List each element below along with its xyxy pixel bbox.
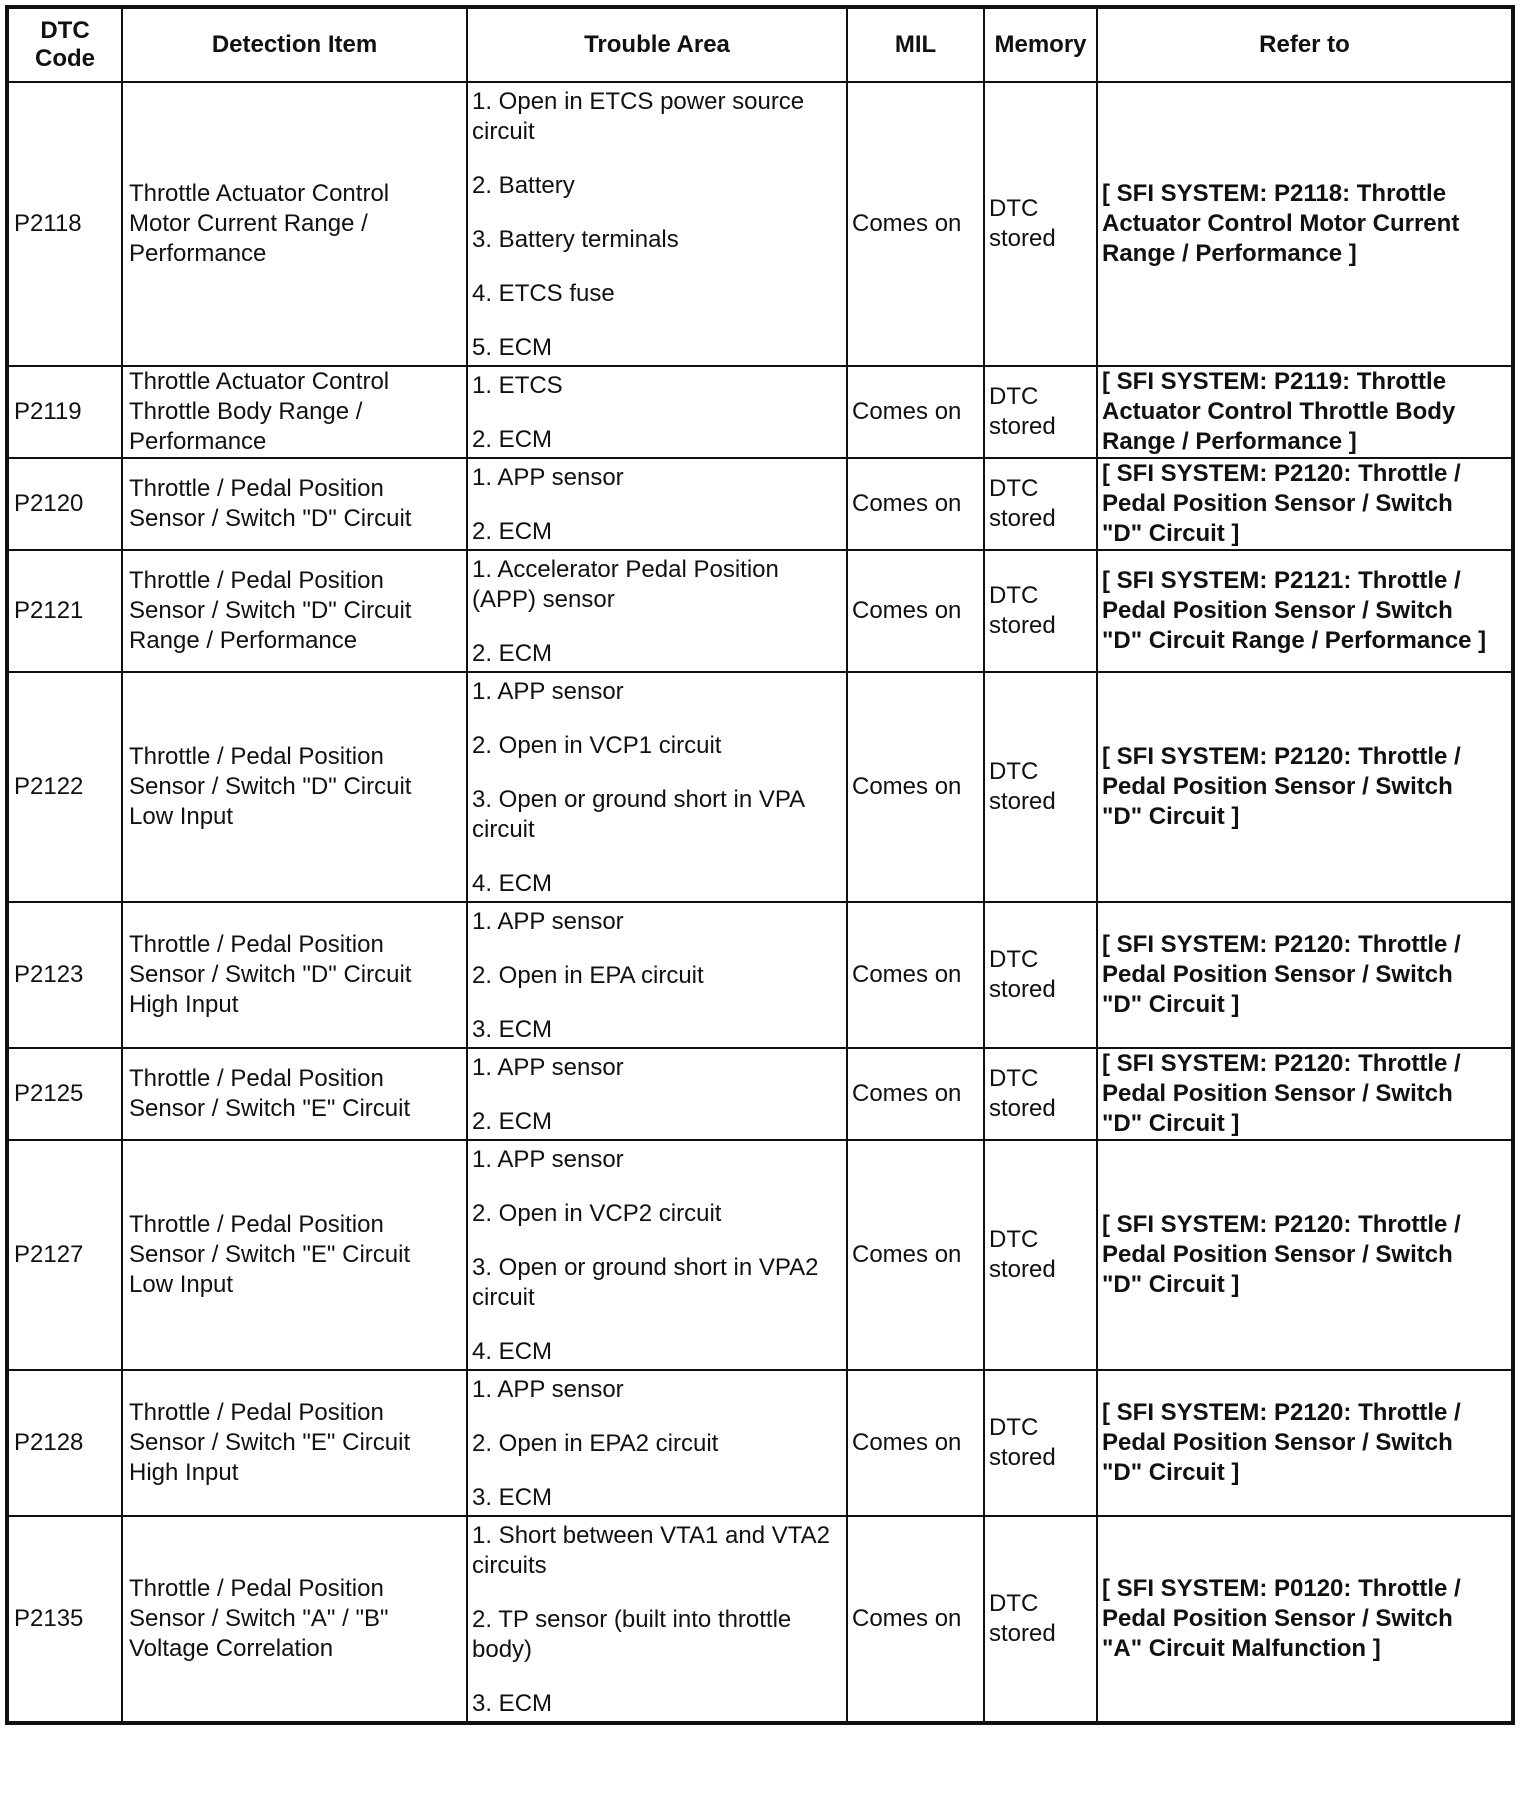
mil-cell: Comes on [847, 550, 984, 672]
memory-line: stored [989, 505, 1056, 532]
refer-to-line: [ SFI SYSTEM: P2121: Throttle / [1102, 567, 1461, 594]
table-row [7, 366, 1513, 458]
trouble-area-item: 1. APP sensor [472, 678, 624, 705]
mil-cell: Comes on [847, 672, 984, 902]
trouble-area-item: 1. APP sensor [472, 908, 624, 935]
header-trouble-area: Trouble Area [467, 7, 847, 82]
trouble-area-item: 2. TP sensor (built into throttle body) [472, 1606, 792, 1663]
memory-line: stored [989, 976, 1056, 1003]
refer-to-link[interactable] [1097, 1516, 1513, 1723]
detection-item-line: Motor Current Range / [129, 210, 368, 237]
memory-line: DTC [989, 195, 1039, 222]
trouble-area-item: 2. Battery [472, 172, 575, 199]
refer-to-line: [ SFI SYSTEM: P0120: Throttle / [1102, 1575, 1461, 1602]
memory-line: DTC [989, 1414, 1039, 1441]
memory-line: stored [989, 225, 1056, 252]
table-row [7, 1516, 1513, 1723]
header-detection-item: Detection Item [122, 7, 467, 82]
memory-line: DTC [989, 383, 1039, 410]
trouble-area-item: 1. Short between VTA1 and VTA2 circuits [472, 1522, 830, 1579]
trouble-area-cell [467, 1048, 847, 1140]
dtc-code-cell: P2127 [7, 1140, 122, 1370]
detection-item-line: Sensor / Switch "A" / "B" [129, 1605, 389, 1632]
trouble-area-item: 5. ECM [472, 334, 553, 361]
detection-item-line: Throttle / Pedal Position [129, 1399, 384, 1426]
mil-cell: Comes on [847, 82, 984, 366]
trouble-area-item: 1. APP sensor [472, 1376, 624, 1403]
dtc-code-cell: P2123 [7, 902, 122, 1048]
trouble-area-list [472, 371, 842, 455]
table-row [7, 902, 1513, 1048]
refer-to-line: [ SFI SYSTEM: P2120: Throttle / [1102, 1399, 1461, 1426]
detection-item-line: Sensor / Switch "D" Circuit [129, 505, 412, 532]
memory-line: DTC [989, 582, 1039, 609]
trouble-area-list [472, 1375, 842, 1513]
refer-to-line: "A" Circuit Malfunction ] [1102, 1635, 1381, 1662]
table-header-row [7, 7, 1513, 82]
header-mil: MIL [847, 7, 984, 82]
detection-item-line: Throttle Actuator Control [129, 180, 390, 207]
refer-to-line: [ SFI SYSTEM: P2120: Throttle / [1102, 743, 1461, 770]
refer-to-line: Pedal Position Sensor / Switch [1102, 773, 1453, 800]
table-row [7, 550, 1513, 672]
table-row [7, 1048, 1513, 1140]
refer-to-line: Pedal Position Sensor / Switch [1102, 1605, 1453, 1632]
mil-cell: Comes on [847, 1370, 984, 1516]
detection-item-line: Throttle / Pedal Position [129, 1211, 384, 1238]
mil-cell: Comes on [847, 1140, 984, 1370]
detection-item-cell [122, 366, 467, 458]
refer-to-line: [ SFI SYSTEM: P2120: Throttle / [1102, 931, 1461, 958]
trouble-area-list [472, 677, 842, 899]
trouble-area-item: 1. APP sensor [472, 1146, 624, 1173]
memory-line: stored [989, 413, 1056, 440]
table-body [7, 82, 1513, 1723]
detection-item-line: Throttle / Pedal Position [129, 743, 384, 770]
trouble-area-item: 3. ECM [472, 1690, 553, 1717]
trouble-area-item: 4. ETCS fuse [472, 280, 615, 307]
trouble-area-list [472, 87, 842, 363]
trouble-area-item: 4. ECM [472, 870, 553, 897]
dtc-code-cell: P2118 [7, 82, 122, 366]
detection-item-line: Range / Performance [129, 627, 358, 654]
refer-to-link[interactable] [1097, 366, 1513, 458]
detection-item-line: Voltage Correlation [129, 1635, 334, 1662]
mil-cell: Comes on [847, 902, 984, 1048]
memory-cell [984, 82, 1097, 366]
detection-item-line: Throttle Actuator Control [129, 368, 390, 395]
detection-item-line: Sensor / Switch "D" Circuit [129, 773, 412, 800]
trouble-area-item: 3. ECM [472, 1016, 553, 1043]
refer-to-link[interactable] [1097, 1370, 1513, 1516]
trouble-area-list [472, 1145, 842, 1367]
mil-cell: Comes on [847, 1516, 984, 1723]
detection-item-line: Sensor / Switch "E" Circuit [129, 1241, 411, 1268]
trouble-area-list [472, 463, 842, 547]
memory-cell [984, 902, 1097, 1048]
trouble-area-list [472, 555, 842, 669]
refer-to-line: Actuator Control Throttle Body [1102, 398, 1456, 425]
trouble-area-cell [467, 366, 847, 458]
detection-item-line: High Input [129, 1459, 239, 1486]
trouble-area-item: 3. Battery terminals [472, 226, 679, 253]
refer-to-line: Pedal Position Sensor / Switch [1102, 1080, 1453, 1107]
memory-cell [984, 1048, 1097, 1140]
detection-item-line: Performance [129, 240, 267, 267]
trouble-area-list [472, 1053, 842, 1137]
dtc-table-container [5, 5, 1511, 1725]
trouble-area-item: 2. Open in EPA circuit [472, 962, 704, 989]
memory-cell [984, 1370, 1097, 1516]
refer-to-line: Pedal Position Sensor / Switch [1102, 961, 1453, 988]
memory-line: DTC [989, 1590, 1039, 1617]
memory-cell [984, 1140, 1097, 1370]
trouble-area-item: 1. Open in ETCS power source circuit [472, 88, 805, 145]
trouble-area-item: 2. Open in VCP1 circuit [472, 732, 722, 759]
trouble-area-item: 3. ECM [472, 1484, 553, 1511]
refer-to-line: [ SFI SYSTEM: P2120: Throttle / [1102, 1211, 1461, 1238]
mil-cell: Comes on [847, 458, 984, 550]
trouble-area-list [472, 907, 842, 1045]
refer-to-line: "D" Circuit ] [1102, 1110, 1240, 1137]
refer-to-link[interactable] [1097, 672, 1513, 902]
memory-line: stored [989, 788, 1056, 815]
detection-item-line: Throttle / Pedal Position [129, 475, 384, 502]
table-row [7, 82, 1513, 366]
detection-item-cell [122, 1048, 467, 1140]
refer-to-link[interactable] [1097, 82, 1513, 366]
trouble-area-item: 2. Open in VCP2 circuit [472, 1200, 722, 1227]
detection-item-line: Low Input [129, 803, 234, 830]
detection-item-cell [122, 82, 467, 366]
trouble-area-cell [467, 1140, 847, 1370]
table-row [7, 1140, 1513, 1370]
refer-to-line: [ SFI SYSTEM: P2120: Throttle / [1102, 1050, 1461, 1077]
detection-item-line: Throttle / Pedal Position [129, 567, 384, 594]
trouble-area-item: 1. APP sensor [472, 464, 624, 491]
detection-item-cell [122, 550, 467, 672]
header-dtc-code-line2: Code [35, 45, 95, 72]
trouble-area-item: 3. Open or ground short in VPA circuit [472, 786, 804, 843]
detection-item-cell [122, 1370, 467, 1516]
table-row [7, 672, 1513, 902]
memory-cell [984, 458, 1097, 550]
header-refer-to: Refer to [1097, 7, 1513, 82]
refer-to-line: Pedal Position Sensor / Switch [1102, 490, 1453, 517]
refer-to-line: [ SFI SYSTEM: P2119: Throttle [1102, 368, 1447, 395]
trouble-area-cell [467, 1516, 847, 1723]
mil-cell: Comes on [847, 366, 984, 458]
memory-cell [984, 366, 1097, 458]
trouble-area-item: 2. ECM [472, 518, 553, 545]
detection-item-line: Low Input [129, 1271, 234, 1298]
refer-to-line: Range / Performance ] [1102, 240, 1357, 267]
memory-line: DTC [989, 758, 1039, 785]
header-memory: Memory [984, 7, 1097, 82]
trouble-area-item: 2. Open in EPA2 circuit [472, 1430, 719, 1457]
dtc-code-cell: P2122 [7, 672, 122, 902]
detection-item-cell [122, 458, 467, 550]
memory-cell [984, 672, 1097, 902]
detection-item-line: Throttle / Pedal Position [129, 931, 384, 958]
refer-to-line: [ SFI SYSTEM: P2120: Throttle / [1102, 460, 1461, 487]
memory-line: stored [989, 1444, 1056, 1471]
trouble-area-item: 1. Accelerator Pedal Position (APP) sensor [472, 556, 779, 613]
trouble-area-cell [467, 82, 847, 366]
table-row [7, 458, 1513, 550]
memory-line: stored [989, 612, 1056, 639]
refer-to-link[interactable] [1097, 902, 1513, 1048]
refer-to-line: "D" Circuit ] [1102, 803, 1240, 830]
memory-line: stored [989, 1095, 1056, 1122]
detection-item-line: High Input [129, 991, 239, 1018]
detection-item-line: Sensor / Switch "E" Circuit [129, 1429, 411, 1456]
refer-to-line: Pedal Position Sensor / Switch [1102, 1429, 1453, 1456]
memory-line: DTC [989, 1226, 1039, 1253]
detection-item-cell [122, 1140, 467, 1370]
dtc-code-cell: P2128 [7, 1370, 122, 1516]
refer-to-line: Range / Performance ] [1102, 428, 1357, 455]
refer-to-line: "D" Circuit ] [1102, 520, 1240, 547]
detection-item-line: Throttle / Pedal Position [129, 1575, 384, 1602]
memory-line: DTC [989, 475, 1039, 502]
trouble-area-item: 2. ECM [472, 1108, 553, 1135]
memory-line: DTC [989, 946, 1039, 973]
refer-to-line: Pedal Position Sensor / Switch [1102, 1241, 1453, 1268]
detection-item-line: Throttle / Pedal Position [129, 1065, 384, 1092]
trouble-area-cell [467, 1370, 847, 1516]
detection-item-line: Sensor / Switch "D" Circuit [129, 597, 412, 624]
trouble-area-cell [467, 672, 847, 902]
memory-line: DTC [989, 1065, 1039, 1092]
memory-cell [984, 1516, 1097, 1723]
mil-cell: Comes on [847, 1048, 984, 1140]
table-row [7, 1370, 1513, 1516]
detection-item-cell [122, 672, 467, 902]
refer-to-line: "D" Circuit ] [1102, 991, 1240, 1018]
trouble-area-list [472, 1521, 842, 1719]
detection-item-cell [122, 1516, 467, 1723]
refer-to-line: "D" Circuit ] [1102, 1271, 1240, 1298]
dtc-code-cell: P2125 [7, 1048, 122, 1140]
detection-item-line: Sensor / Switch "E" Circuit [129, 1095, 411, 1122]
trouble-area-cell [467, 458, 847, 550]
refer-to-link[interactable] [1097, 550, 1513, 672]
refer-to-line: Actuator Control Motor Current [1102, 210, 1460, 237]
refer-to-line: Pedal Position Sensor / Switch [1102, 597, 1453, 624]
refer-to-link[interactable] [1097, 1140, 1513, 1370]
refer-to-line: "D" Circuit Range / Performance ] [1102, 627, 1487, 654]
refer-to-line: [ SFI SYSTEM: P2118: Throttle [1102, 180, 1447, 207]
detection-item-line: Sensor / Switch "D" Circuit [129, 961, 412, 988]
trouble-area-item: 4. ECM [472, 1338, 553, 1365]
detection-item-line: Throttle Body Range / [129, 398, 363, 425]
dtc-table [5, 5, 1515, 1725]
dtc-code-cell: P2120 [7, 458, 122, 550]
trouble-area-item: 3. Open or ground short in VPA2 circuit [472, 1254, 819, 1311]
header-dtc-code [7, 7, 122, 82]
trouble-area-cell [467, 902, 847, 1048]
memory-line: stored [989, 1256, 1056, 1283]
refer-to-line: "D" Circuit ] [1102, 1459, 1240, 1486]
detection-item-line: Performance [129, 428, 267, 455]
detection-item-cell [122, 902, 467, 1048]
trouble-area-item: 1. APP sensor [472, 1054, 624, 1081]
trouble-area-cell [467, 550, 847, 672]
refer-to-link[interactable] [1097, 1048, 1513, 1140]
dtc-code-cell: P2121 [7, 550, 122, 672]
trouble-area-item: 2. ECM [472, 426, 553, 453]
dtc-code-cell: P2135 [7, 1516, 122, 1723]
dtc-code-cell: P2119 [7, 366, 122, 458]
trouble-area-item: 2. ECM [472, 640, 553, 667]
header-dtc-code-line1: DTC [40, 17, 90, 44]
memory-line: stored [989, 1620, 1056, 1647]
memory-cell [984, 550, 1097, 672]
trouble-area-item: 1. ETCS [472, 372, 563, 399]
refer-to-link[interactable] [1097, 458, 1513, 550]
